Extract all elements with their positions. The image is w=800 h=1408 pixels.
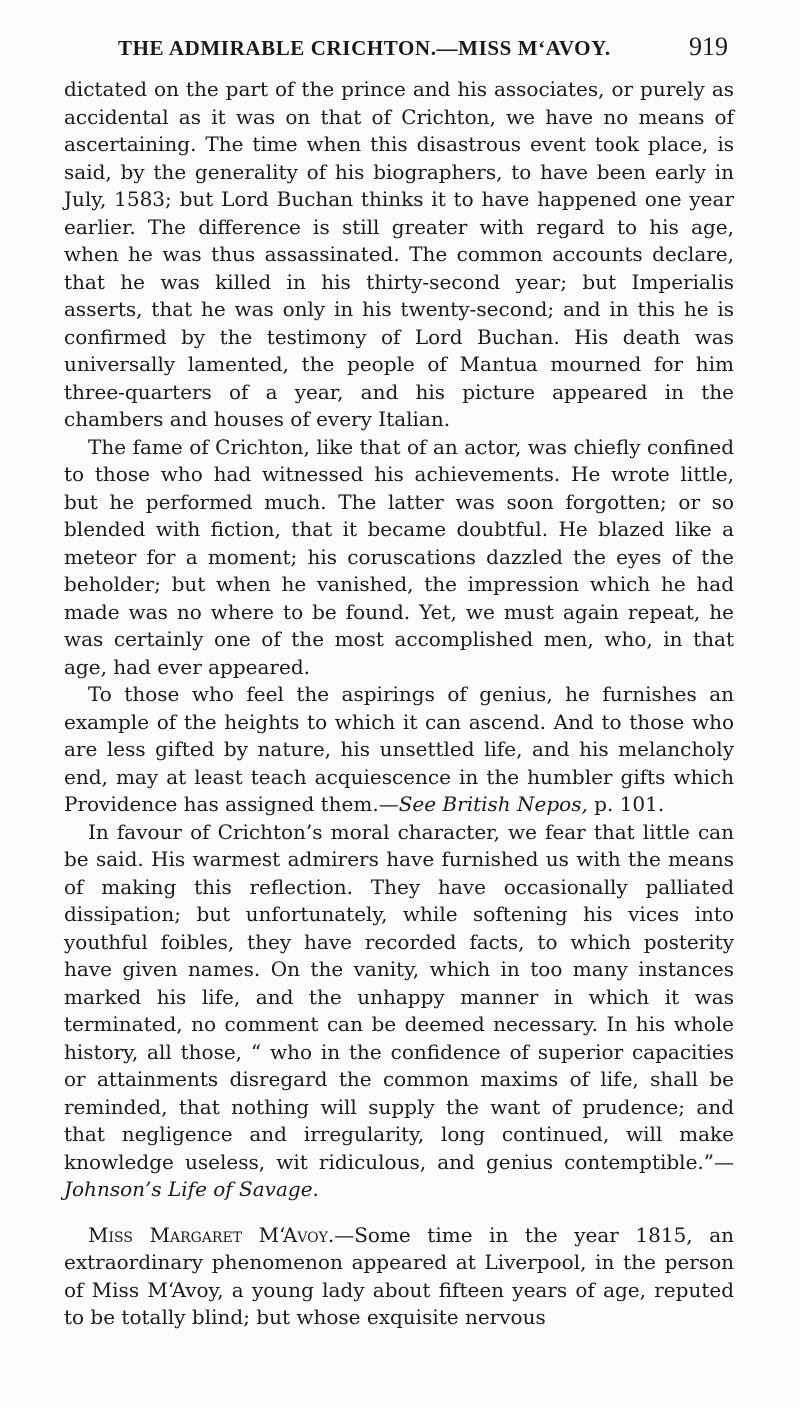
body-text (64, 76, 734, 1332)
page-header (118, 32, 728, 72)
running-head: THE ADMIRABLE CRICHTON.—MISS M‘AVOY. (118, 36, 611, 60)
paragraph-miss-mavoy (64, 1222, 734, 1332)
citation-british-nepos: See British Nepos, (398, 792, 588, 816)
paragraph-text: In favour of Crichton’s moral character, we fear that little can be said. His warmest admirers have furnished us with the means of making this reflection. They have occasionally palliated dissipation; but unfortunately, while softening his vices into youthful foibles, they have recorded facts, to which posterity have given names. On the vanity, which in too many instances marked his life, and the unhappy manner in which it was terminated, no comment can be deemed necessary. In his whole history, all those, “ who in the confidence of superior capacities or attainments disregard the common maxims of life, shall be reminded, that nothing will supply the want of prudence; and that negligence and irregularity, long continued, will make knowledge useless, wit ridiculous, and genius contemptible.”— (64, 819, 734, 1174)
paragraph-crichton-moral-character (64, 819, 734, 1204)
paragraph-crichton-example (64, 681, 734, 819)
paragraph-crichton-death: dictated on the part of the prince and his associates, or purely as accidental as it was on that of Crichton, we have no means of ascertaining. The time when this disastrous event took place, is said, by the generality of his biographers, to have been early in July, 1583; but Lord Buchan thinks it to have happened one year earlier. The difference is still greater with regard to his age, when he was thus assassinated. The common accounts declare, that he was killed in his thirty-second year; but Imperialis asserts, that he was only in his twenty-second; and in this he is confirmed by the testimony of Lord Buchan. His death was universally lamented, the people of Mantua mourned for him three-quarters of a year, and his picture appeared in the chambers and houses of every Italian. (64, 77, 734, 431)
entry-heading: Miss Margaret M‘Avoy. (88, 1222, 335, 1247)
paragraph-text: —Some time in the year 1815, an extraordinary phenomenon appeared at Liverpool, in the person of Miss M‘Avoy, a young lady about fifteen years of age, reputed to be totally blind; but whose exquisite nervous (64, 1222, 734, 1329)
citation-johnson-savage: Johnson’s Life of Savage. (64, 1177, 319, 1201)
paragraph-text-tail: p. 101. (587, 792, 665, 816)
page-number: 919 (689, 32, 728, 61)
paragraph-crichton-fame: The fame of Crichton, like that of an actor, was chiefly confined to those who had witnessed his achievements. He wrote little, but he performed much. The latter was soon forgotten; or so blended with fiction, that it became doubtful. He blazed like a meteor for a moment; his coruscations dazzled the eyes of the beholder; but when he vanished, the impression which he had made was no where to be found. Yet, we must again repeat, he was certainly one of the most accomplished men, who, in that age, had ever appeared. (64, 434, 734, 679)
paragraph-text: To those who feel the aspirings of genius, he furnishes an example of the heights to which it can ascend. And to those who are less gifted by nature, his unsettled life, and his melancholy end, may at least teach acquiescence in the humbler gifts which Providence has assigned them.— (64, 682, 734, 816)
